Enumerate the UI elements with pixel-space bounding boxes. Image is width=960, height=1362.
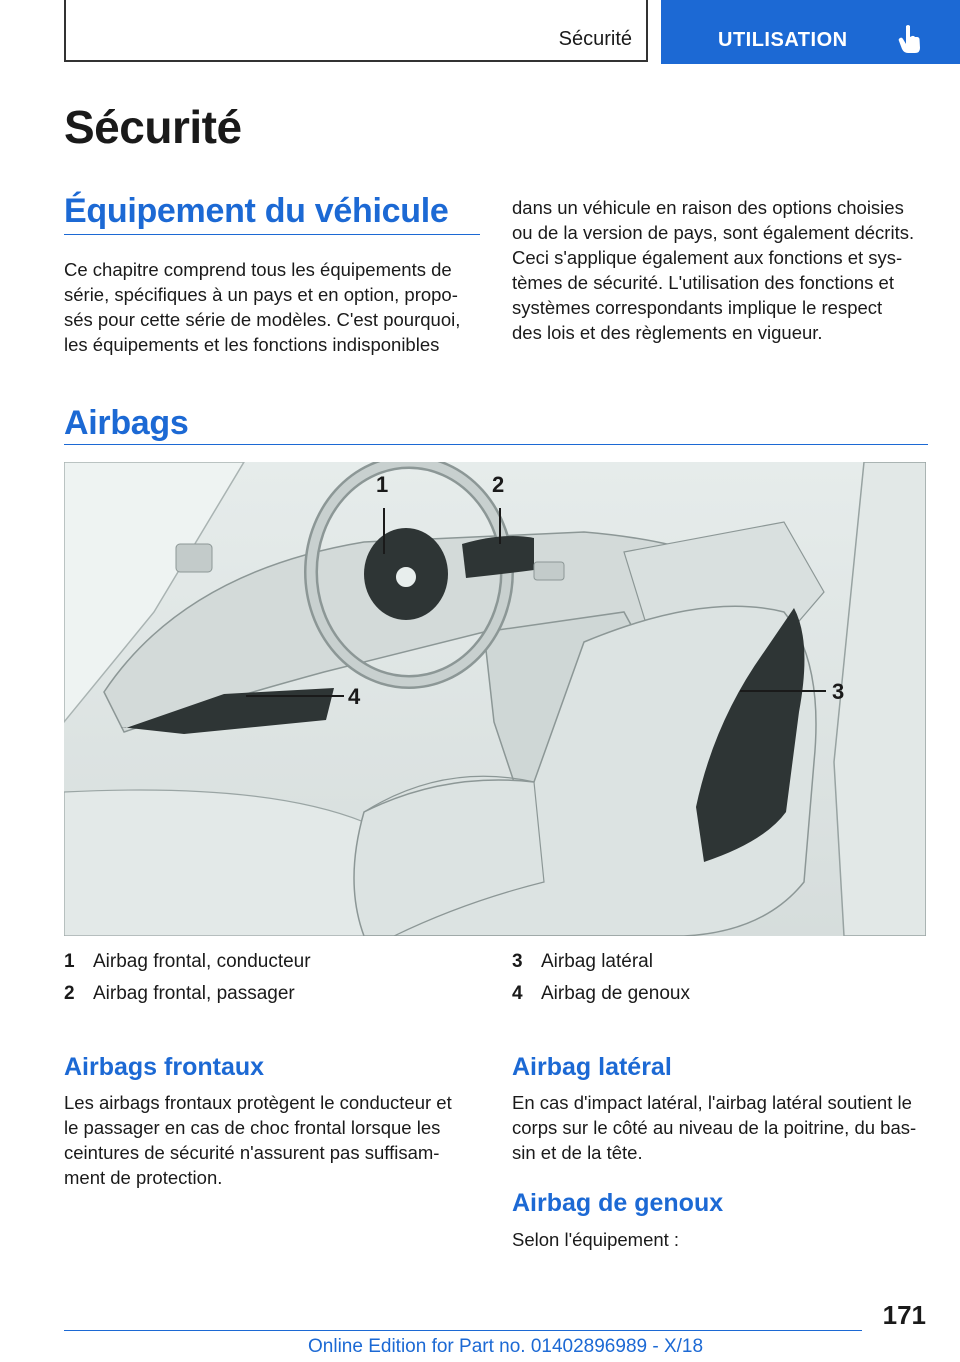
section-rule (64, 234, 480, 235)
side-text (512, 1090, 916, 1165)
text-line: ou de la version de pays, sont également décrits. (512, 222, 915, 243)
text-line: des lois et des règlements en vigueur. (512, 322, 823, 343)
callout-2: 2 (492, 472, 505, 497)
callout-4: 4 (348, 684, 361, 709)
text-line: Ceci s'applique également aux fonctions et sys- (512, 247, 903, 268)
page-title: Sécurité (64, 101, 242, 153)
page-number: 171 (882, 1300, 926, 1330)
text-line: sin et de la tête. (512, 1142, 643, 1163)
text-line: ment de protection. (64, 1167, 223, 1188)
text-line: ceintures de sécurité n'assurent pas suffisam- (64, 1142, 440, 1163)
frontal-text (64, 1090, 452, 1190)
subsection-heading-frontal: Airbags frontaux (64, 1053, 265, 1081)
callout-1: 1 (376, 472, 389, 497)
airbag-illustration (64, 462, 926, 936)
text-line: tèmes de sécurité. L'utilisation des fonctions et (512, 272, 894, 293)
section-heading-vehicle-equipment: Équipement du véhicule (64, 192, 449, 230)
text-line: Les airbags frontaux protègent le conducteur et (64, 1092, 452, 1113)
header-tab-utilisation[interactable] (661, 0, 960, 64)
header-section-title: Sécurité (558, 28, 632, 50)
legend-text: Airbag latéral (541, 951, 653, 972)
section-heading-airbags: Airbags (64, 404, 189, 442)
legend-text: Airbag frontal, conducteur (93, 951, 311, 972)
legend-text: Airbag de genoux (541, 983, 690, 1004)
text-line: systèmes correspondants implique le respect (512, 297, 883, 318)
callout-3: 3 (832, 679, 845, 704)
legend-number: 3 (512, 951, 523, 972)
text-line: Ce chapitre comprend tous les équipements de (64, 259, 452, 280)
footer-rule (64, 1330, 862, 1331)
legend-text: Airbag frontal, passager (93, 983, 295, 1004)
subsection-heading-knee: Airbag de genoux (512, 1189, 724, 1217)
text-line: série, spécifiques à un pays et en option, propo- (64, 284, 458, 305)
legend-number: 2 (64, 983, 75, 1004)
knee-text (512, 1227, 679, 1252)
text-line: Selon l'équipement : (512, 1229, 680, 1250)
header-tab-label: UTILISATION (718, 29, 848, 51)
text-line: les équipements et les fonctions indisponibles (64, 334, 440, 355)
car-interior-drawing (64, 462, 926, 936)
text-line: dans un véhicule en raison des options choisies (512, 197, 904, 218)
subsection-heading-side: Airbag latéral (512, 1053, 672, 1081)
text-line: le passager en cas de choc frontal lorsque les (64, 1117, 441, 1138)
text-line: En cas d'impact latéral, l'airbag latéral soutient le (512, 1092, 912, 1113)
text-line: corps sur le côté au niveau de la poitrine, du bas- (512, 1117, 917, 1138)
text-line: sés pour cette série de modèles. C'est pourquoi, (64, 309, 461, 330)
legend-number: 1 (64, 951, 75, 972)
pointing-hand-icon (898, 24, 922, 54)
section-rule (64, 444, 928, 445)
footer-edition-text: Online Edition for Part no. 01402896989 - X/18 (308, 1336, 704, 1357)
legend-number: 4 (512, 983, 523, 1004)
header-section-box (64, 0, 648, 62)
vehicle-equipment-text-left (64, 257, 460, 357)
vehicle-equipment-text-right (512, 195, 914, 345)
